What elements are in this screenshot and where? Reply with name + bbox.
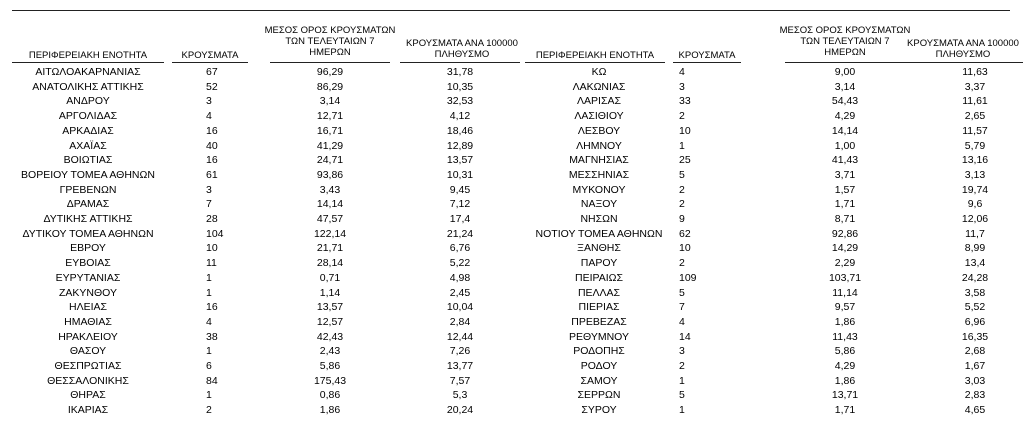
cases-cell: 40 (206, 139, 218, 152)
region-cell: ΘΗΡΑΣ (70, 389, 106, 402)
avg7-cell: 9,57 (834, 301, 856, 314)
region-cell: ΣΑΜΟΥ (580, 374, 618, 387)
avg7-cell: 0,71 (319, 271, 341, 284)
region-cell: ΛΑΣΙΘΙΟΥ (574, 110, 624, 123)
per100k-cell: 12,44 (446, 330, 474, 343)
per100k-cell: 13,57 (446, 154, 474, 167)
avg7-cell: 14,14 (831, 124, 859, 137)
per100k-cell: 3,13 (964, 168, 986, 181)
per100k-cell: 18,46 (446, 124, 474, 137)
region-cell: ΑΙΤΩΛΟΑΚΑΡΝΑΝΙΑΣ (35, 66, 141, 78)
region-cell: ΠΕΙΡΑΙΩΣ (575, 271, 623, 284)
region-cell: ΔΥΤΙΚΗΣ ΑΤΤΙΚΗΣ (43, 213, 133, 225)
avg7-cell: 11,14 (832, 286, 858, 299)
cases-cell: 38 (206, 330, 218, 343)
header-cases-left: ΚΡΟΥΣΜΑΤΑ (181, 50, 239, 61)
region-cell: ΘΕΣΣΑΛΟΝΙΚΗΣ (47, 374, 129, 387)
avg7-cell: 122,14 (313, 227, 347, 240)
region-cell: ΑΧΑΪΑΣ (69, 139, 107, 152)
cases-cell: 16 (206, 124, 218, 137)
avg7-cell: 11,43 (832, 330, 858, 343)
per100k-cell: 11,57 (962, 124, 988, 137)
per100k-cell: 31,78 (446, 66, 474, 78)
per100k-cell: 11,7 (965, 227, 985, 240)
cases-cell: 5 (679, 168, 685, 181)
top-rule (12, 10, 1010, 11)
region-cell: ΞΑΝΘΗΣ (577, 242, 621, 255)
header-underline (172, 62, 248, 63)
avg7-cell: 0,86 (319, 389, 341, 402)
per100k-cell: 2,45 (449, 286, 471, 299)
avg7-cell: 4,29 (834, 360, 856, 372)
region-cell: ΣΥΡΟΥ (581, 404, 617, 417)
header-underline (673, 62, 741, 63)
header-underline (525, 62, 665, 63)
cases-cell: 7 (206, 198, 212, 211)
per100k-cell: 11,61 (962, 95, 988, 108)
cases-cell: 16 (206, 154, 218, 167)
region-cell: ΕΒΡΟΥ (70, 242, 106, 255)
per100k-cell: 20,24 (446, 404, 474, 417)
avg7-cell: 2,43 (319, 345, 341, 358)
cases-cell: 3 (679, 80, 685, 93)
region-cell: ΓΡΕΒΕΝΩΝ (59, 183, 117, 196)
per100k-cell: 6,96 (964, 315, 986, 328)
cases-cell: 2 (679, 257, 685, 270)
region-cell: ΣΕΡΡΩΝ (577, 389, 621, 402)
cases-cell: 4 (679, 315, 685, 328)
header-underline (785, 62, 905, 63)
region-cell: ΝΟΤΙΟΥ ΤΟΜΕΑ ΑΘΗΝΩΝ (535, 227, 663, 240)
region-cell: ΗΜΑΘΙΑΣ (64, 315, 112, 328)
avg7-cell: 54,43 (831, 95, 859, 108)
per100k-cell: 7,12 (449, 198, 471, 211)
avg7-cell: 1,86 (834, 374, 856, 387)
cases-cell: 7 (679, 301, 685, 314)
cases-cell: 104 (206, 227, 224, 240)
cases-cell: 67 (206, 66, 218, 78)
per100k-cell: 7,26 (449, 345, 471, 358)
avg7-cell: 3,43 (319, 183, 341, 196)
per100k-cell: 7,57 (449, 374, 471, 387)
cases-cell: 2 (206, 404, 212, 417)
avg7-cell: 103,71 (828, 271, 862, 284)
avg7-cell: 41,29 (316, 139, 344, 152)
per100k-cell: 8,99 (964, 242, 986, 255)
cases-cell: 14 (679, 330, 691, 343)
cases-cell: 3 (679, 345, 685, 358)
cases-cell: 2 (679, 360, 685, 372)
cases-cell: 1 (679, 139, 685, 152)
avg7-cell: 13,71 (831, 389, 859, 402)
avg7-cell: 86,29 (316, 80, 344, 93)
header-avg7-left: ΜΕΣΟΣ ΟΡΟΣ ΚΡΟΥΣΜΑΤΩΝ ΤΩΝ ΤΕΛΕΥΤΑΙΩΝ 7 ΗΜΕΡΩΝ (264, 25, 396, 58)
avg7-cell: 5,86 (319, 360, 341, 372)
per100k-cell: 1,67 (964, 360, 986, 372)
avg7-cell: 4,29 (834, 110, 856, 123)
region-cell: ΕΥΡΥΤΑΝΙΑΣ (55, 271, 121, 284)
per100k-cell: 32,53 (446, 95, 474, 108)
avg7-cell: 3,71 (834, 168, 856, 181)
per100k-cell: 10,04 (446, 301, 474, 314)
region-cell: ΒΟΙΩΤΙΑΣ (63, 154, 113, 167)
region-cell: ΙΚΑΡΙΑΣ (67, 404, 109, 417)
region-cell: ΠΡΕΒΕΖΑΣ (571, 315, 627, 328)
region-cell: ΒΟΡΕΙΟΥ ΤΟΜΕΑ ΑΘΗΝΩΝ (21, 168, 155, 181)
per100k-cell: 12,89 (446, 139, 474, 152)
region-cell: ΔΡΑΜΑΣ (66, 198, 110, 211)
cases-cell: 9 (679, 213, 685, 225)
region-cell: ΡΟΔΟΠΗΣ (573, 345, 625, 358)
cases-cell: 3 (206, 183, 212, 196)
per100k-cell: 4,12 (449, 110, 471, 123)
cases-cell: 1 (206, 271, 212, 284)
header-per100k-right: ΚΡΟΥΣΜΑΤΑ ΑΝΑ 100000 ΠΛΗΘΥΣΜΟ (907, 38, 1019, 60)
avg7-cell: 96,29 (316, 66, 344, 78)
per100k-cell: 10,31 (446, 168, 474, 181)
per100k-cell: 13,16 (961, 154, 989, 167)
cases-cell: 4 (206, 110, 212, 123)
region-cell: ΘΑΣΟΥ (69, 345, 107, 358)
region-cell: ΠΑΡΟΥ (580, 257, 618, 270)
avg7-cell: 42,43 (316, 330, 344, 343)
avg7-cell: 24,71 (316, 154, 344, 167)
region-cell: ΘΕΣΠΡΩΤΙΑΣ (54, 360, 122, 372)
cases-cell: 16 (206, 301, 218, 314)
cases-cell: 1 (206, 286, 212, 299)
region-cell: ΜΥΚΟΝΟΥ (572, 183, 626, 196)
avg7-cell: 14,14 (316, 198, 344, 211)
region-cell: ΠΕΛΛΑΣ (577, 286, 621, 299)
per100k-cell: 9,6 (967, 198, 983, 211)
avg7-cell: 1,86 (834, 315, 856, 328)
header-underline (270, 62, 390, 63)
per100k-cell: 5,22 (449, 257, 471, 270)
region-cell: ΗΡΑΚΛΕΙΟΥ (58, 330, 118, 343)
avg7-cell: 1,71 (834, 198, 856, 211)
region-cell: ΜΑΓΝΗΣΙΑΣ (569, 154, 629, 167)
region-cell: ΕΥΒΟΙΑΣ (65, 257, 111, 270)
header-cases-right: ΚΡΟΥΣΜΑΤΑ (678, 50, 736, 61)
per100k-cell: 2,65 (964, 110, 986, 123)
avg7-cell: 9,00 (834, 66, 856, 78)
cases-cell: 10 (679, 242, 691, 255)
cases-cell: 10 (679, 124, 691, 137)
region-cell: ΗΛΕΙΑΣ (68, 301, 107, 314)
cases-cell: 1 (679, 374, 685, 387)
avg7-cell: 3,14 (319, 95, 341, 108)
avg7-cell: 1,57 (834, 183, 856, 196)
cases-cell: 84 (206, 374, 218, 387)
cases-cell: 109 (679, 271, 697, 284)
region-cell: ΛΑΚΩΝΙΑΣ (572, 80, 626, 93)
cases-cell: 1 (679, 404, 685, 417)
region-cell: ΡΕΘΥΜΝΟΥ (568, 330, 629, 343)
cases-cell: 4 (679, 66, 685, 78)
region-cell: ΛΗΜΝΟΥ (576, 139, 622, 152)
region-cell: ΖΑΚΥΝΘΟΥ (58, 286, 117, 299)
cases-cell: 5 (679, 286, 685, 299)
region-cell: ΑΡΚΑΔΙΑΣ (62, 124, 114, 137)
avg7-cell: 3,14 (834, 80, 856, 93)
avg7-cell: 1,14 (319, 286, 341, 299)
avg7-cell: 2,29 (834, 257, 856, 270)
header-per100k-left: ΚΡΟΥΣΜΑΤΑ ΑΝΑ 100000 ΠΛΗΘΥΣΜΟ (406, 38, 518, 60)
cases-cell: 62 (679, 227, 691, 240)
cases-cell: 2 (679, 110, 685, 123)
region-cell: ΝΑΞΟΥ (580, 198, 618, 211)
per100k-cell: 24,28 (961, 271, 989, 284)
header-underline (400, 62, 520, 63)
per100k-cell: 17,4 (449, 213, 471, 225)
cases-cell: 3 (206, 95, 212, 108)
cases-cell: 5 (679, 389, 685, 402)
per100k-cell: 5,79 (964, 139, 986, 152)
cases-cell: 61 (206, 168, 218, 181)
per100k-cell: 10,35 (446, 80, 474, 93)
avg7-cell: 41,43 (831, 154, 859, 167)
avg7-cell: 47,57 (316, 213, 344, 225)
cases-cell: 1 (206, 389, 212, 402)
avg7-cell: 12,57 (316, 315, 344, 328)
cases-cell: 28 (206, 213, 218, 225)
region-cell: ΑΝΑΤΟΛΙΚΗΣ ΑΤΤΙΚΗΣ (32, 80, 144, 93)
region-cell: ΜΕΣΣΗΝΙΑΣ (568, 168, 630, 181)
region-cell: ΡΟΔΟΥ (580, 360, 618, 372)
region-cell: ΠΙΕΡΙΑΣ (578, 301, 620, 314)
per100k-cell: 2,68 (964, 345, 986, 358)
header-avg7-right: ΜΕΣΟΣ ΟΡΟΣ ΚΡΟΥΣΜΑΤΩΝ ΤΩΝ ΤΕΛΕΥΤΑΙΩΝ 7 ΗΜΕΡΩΝ (779, 25, 911, 58)
per100k-cell: 21,24 (446, 227, 474, 240)
cases-cell: 52 (206, 80, 218, 93)
avg7-cell: 14,29 (831, 242, 859, 255)
per100k-cell: 3,58 (964, 286, 986, 299)
region-cell: ΚΩ (591, 66, 607, 78)
avg7-cell: 28,14 (316, 257, 344, 270)
cases-cell: 33 (679, 95, 691, 108)
avg7-cell: 175,43 (313, 374, 347, 387)
per100k-cell: 5,3 (452, 389, 468, 402)
avg7-cell: 21,71 (316, 242, 344, 255)
avg7-cell: 1,71 (834, 404, 856, 417)
avg7-cell: 1,00 (834, 139, 856, 152)
cases-cell: 10 (206, 242, 218, 255)
cases-cell: 4 (206, 315, 212, 328)
per100k-cell: 11,63 (962, 66, 988, 78)
per100k-cell: 19,74 (961, 183, 989, 196)
per100k-cell: 16,35 (961, 330, 989, 343)
cases-cell: 2 (679, 183, 685, 196)
header-region-right: ΠΕΡΙΦΕΡΕΙΑΚΗ ΕΝΟΤΗΤΑ (535, 50, 655, 61)
cases-cell: 6 (206, 360, 212, 372)
region-cell: ΔΥΤΙΚΟΥ ΤΟΜΕΑ ΑΘΗΝΩΝ (22, 227, 154, 240)
avg7-cell: 12,71 (316, 110, 344, 123)
region-cell: ΑΡΓΟΛΙΔΑΣ (58, 110, 118, 123)
per100k-cell: 2,83 (964, 389, 986, 402)
per100k-cell: 9,45 (449, 183, 471, 196)
per100k-cell: 13,77 (446, 360, 474, 372)
header-underline (903, 62, 1023, 63)
region-cell: ΛΕΣΒΟΥ (577, 124, 621, 137)
header-underline (12, 62, 164, 63)
per100k-cell: 13,4 (964, 257, 986, 270)
avg7-cell: 8,71 (834, 213, 856, 225)
region-cell: ΛΑΡΙΣΑΣ (577, 95, 621, 108)
avg7-cell: 13,57 (316, 301, 344, 314)
avg7-cell: 1,86 (319, 404, 341, 417)
region-cell: ΝΗΣΩΝ (580, 213, 618, 225)
per100k-cell: 2,84 (449, 315, 471, 328)
per100k-cell: 3,37 (964, 80, 986, 93)
per100k-cell: 4,98 (449, 271, 471, 284)
per100k-cell: 6,76 (449, 242, 471, 255)
cases-cell: 2 (679, 198, 685, 211)
avg7-cell: 93,86 (316, 168, 344, 181)
per100k-cell: 12,06 (961, 213, 989, 225)
cases-cell: 25 (679, 154, 691, 167)
cases-cell: 1 (206, 345, 212, 358)
per100k-cell: 5,52 (964, 301, 986, 314)
avg7-cell: 5,86 (834, 345, 856, 358)
header-region-left: ΠΕΡΙΦΕΡΕΙΑΚΗ ΕΝΟΤΗΤΑ (28, 50, 148, 61)
region-cell: ΑΝΔΡΟΥ (66, 95, 110, 108)
per100k-cell: 3,03 (964, 374, 986, 387)
cases-cell: 11 (206, 257, 217, 270)
avg7-cell: 92,86 (831, 227, 859, 240)
per100k-cell: 4,65 (964, 404, 986, 417)
avg7-cell: 16,71 (316, 124, 344, 137)
